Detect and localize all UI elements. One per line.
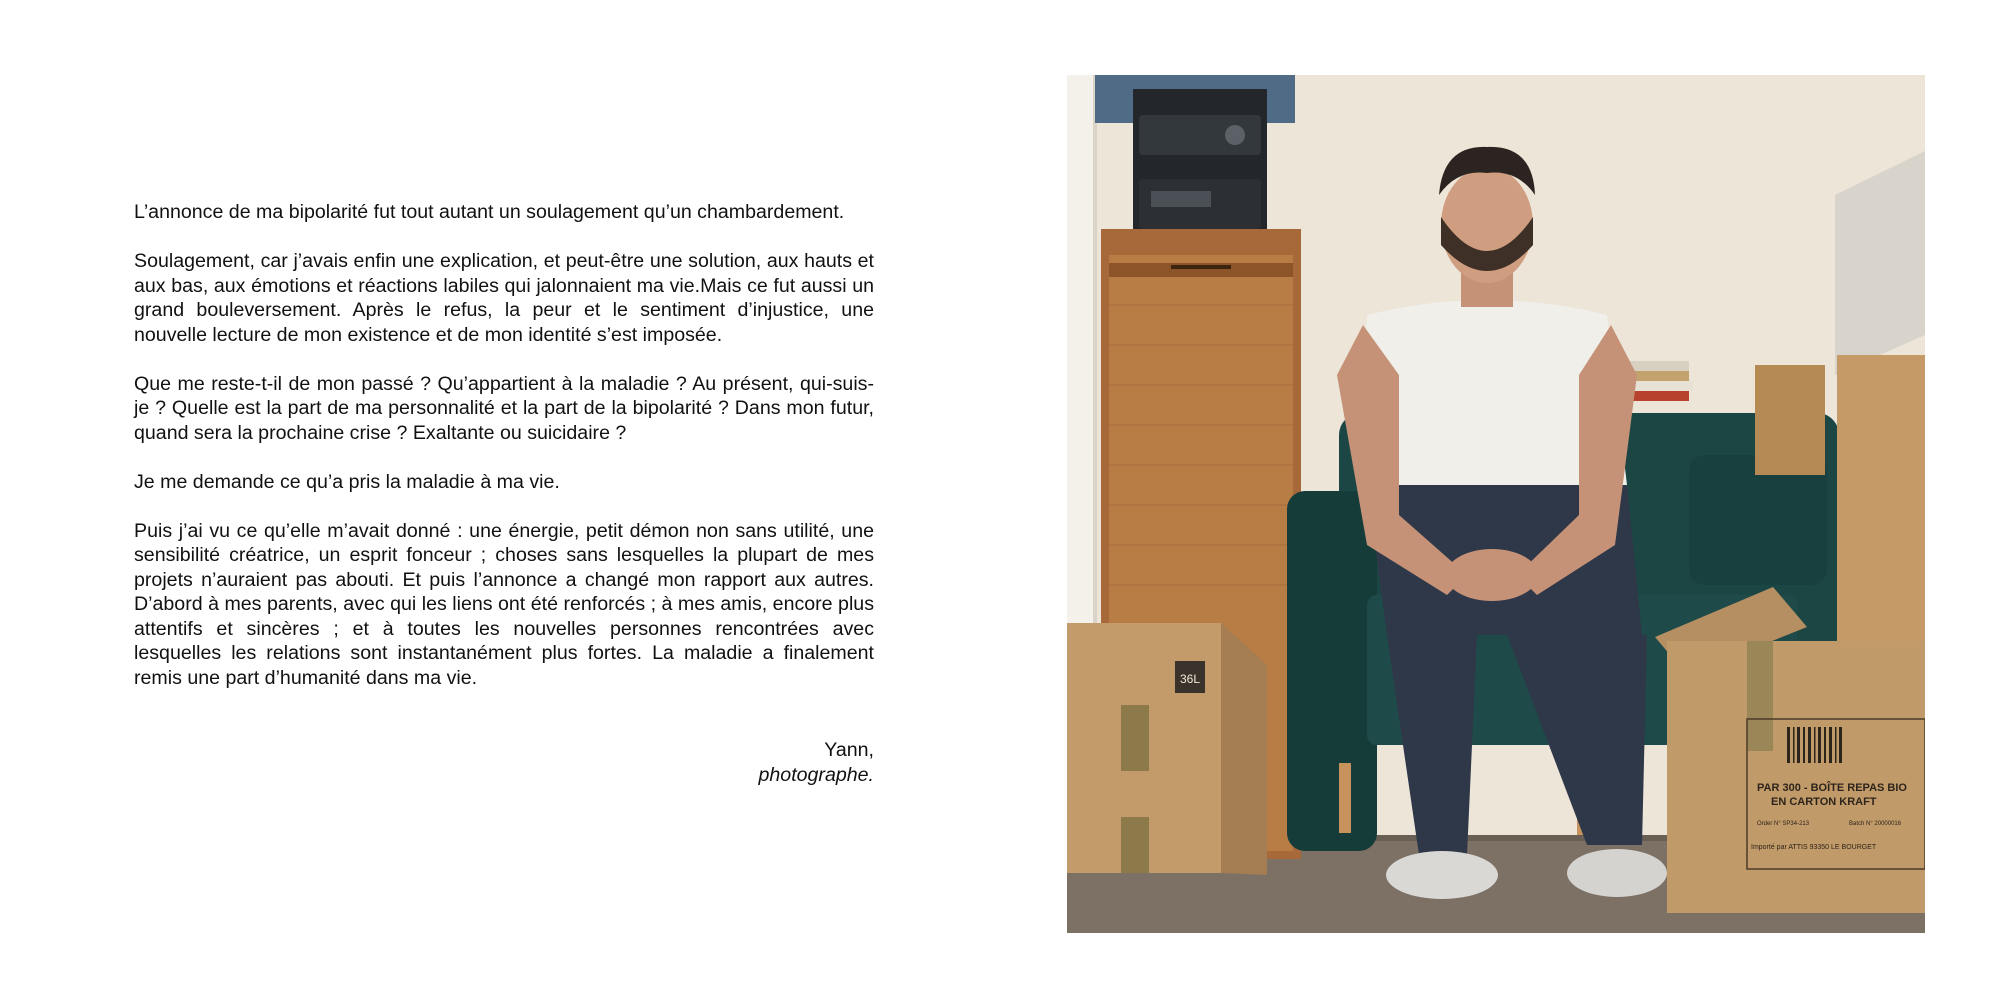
signature-name: Yann, — [824, 739, 874, 761]
box-order-label: Order N° SP34-213 — [1757, 821, 1810, 827]
essay-text — [134, 200, 874, 715]
window-frame — [1067, 75, 1097, 635]
box-title-line1: PAR 300 - BOÎTE REPAS BIO — [1757, 782, 1907, 794]
portrait-photo — [1067, 75, 1925, 933]
box-title-line2: EN CARTON KRAFT — [1771, 796, 1877, 808]
paragraph-3: Que me reste-t-il de mon passé ? Qu’appartient à la maladie ? Au présent, qui-suis-je ? Quelle est la part de ma personnalité et la part de la bipolarité ? Dans mon futur, quand sera la prochaine crise ? Exaltante ou suicidaire ? — [134, 372, 874, 444]
paragraph-2: Soulagement, car j’avais enfin une explication, et peut-être une solution, aux hauts et aux bas, aux émotions et réactions labiles qui jalonnaient ma vie.Mais ce fut aussi un grand bouleversement. Après le refus, la peur et le sentiment d’injustice, une nouvelle lecture de mon existence et de mon identité s’est imposée. — [134, 250, 874, 346]
box-volume-label: 36L — [1179, 672, 1201, 686]
paragraph-1: L’annonce de ma bipolarité fut tout autant un soulagement qu’un chambardement. — [134, 201, 845, 223]
cardboard-box-left — [1067, 623, 1267, 875]
box-importer: Importé par ATTIS 93350 LE BOURGET — [1751, 844, 1877, 851]
paragraph-5: Puis j’ai vu ce qu’elle m’avait donné : une énergie, petit démon non sans utilité, une sensibilité créatrice, un esprit fonceur ; choses sans lesquelles la plupart de mes projets n’auraient pas abouti. Et puis l’annonce a changé mon rapport aux autres. D’abord à mes parents, avec qui les liens ont été renforcés ; à mes amis, encore plus attentifs et sincères ; et à toutes les nouvelles personnes rencontrées avec lesquelles les relations sont instantanément plus fortes. La maladie a finalement remis une part d’humanité dans ma vie. — [134, 519, 874, 689]
signature-role: photographe. — [758, 763, 874, 786]
signature — [134, 738, 874, 787]
paragraph-4: Je me demande ce qu’a pris la maladie à ma vie. — [134, 470, 560, 493]
box-batch-label: Batch N° 20000016 — [1849, 821, 1902, 827]
